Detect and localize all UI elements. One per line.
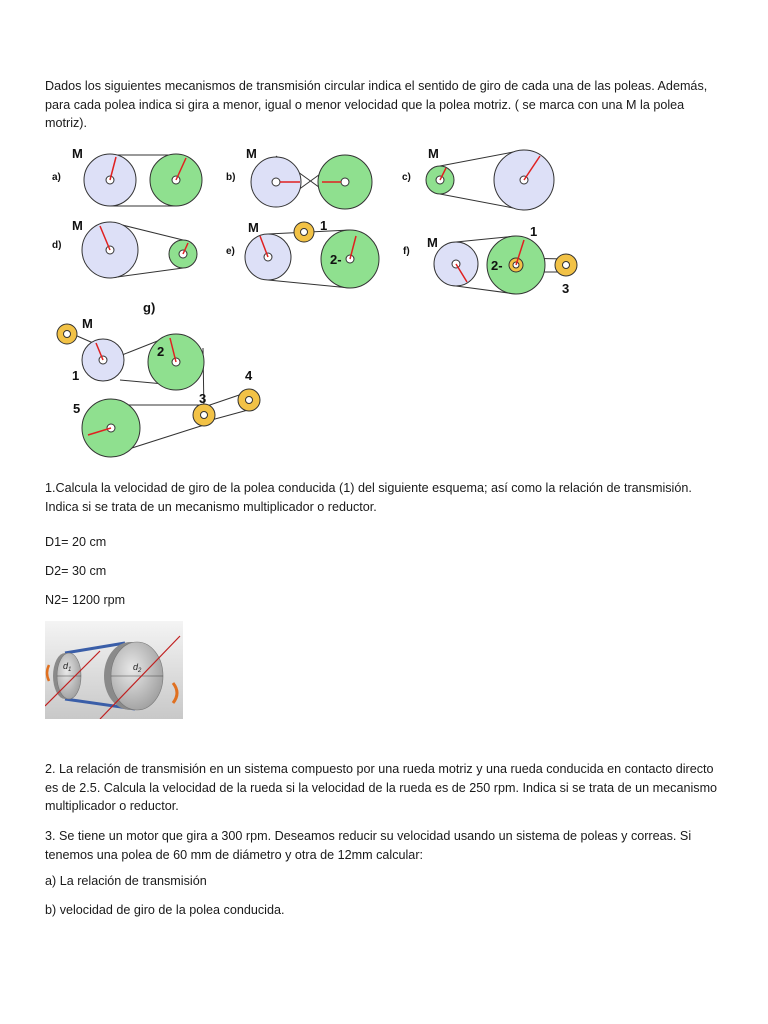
motor-label-c: M: [428, 146, 439, 161]
num-g-2: 2: [157, 344, 165, 359]
question-3-b: b) velocidad de giro de la polea conducida.: [45, 903, 285, 917]
photo-label-d2: $d_2$: [133, 662, 142, 674]
label-g: g): [143, 300, 156, 315]
label-f: f): [403, 246, 410, 257]
value-n2: N2= 1200 rpm: [45, 593, 126, 607]
question-1-text: 1.Calcula la velocidad de giro de la polea conducida (1) del siguiente esquema; así como la relación de transmisión. Indica si se trata de un mecanismo multiplicador o reductor.: [45, 481, 692, 514]
mechanism-e: [226, 218, 379, 288]
num-g-3: 3: [199, 391, 207, 406]
motor-label-b: M: [246, 146, 257, 161]
question-3-a: a) La relación de transmisión: [45, 874, 207, 888]
mechanism-d: [52, 218, 197, 278]
motor-label-d: M: [72, 218, 83, 233]
num-g-4: 4: [245, 368, 253, 383]
label-c: c): [402, 172, 411, 183]
motor-label-a: M: [72, 146, 83, 161]
mechanism-g: [57, 300, 260, 457]
pulley-figure: [0, 0, 768, 470]
pulley-photo: [45, 621, 183, 719]
label-b: b): [226, 172, 236, 183]
mechanism-c: [402, 146, 554, 210]
mechanism-a: [52, 146, 202, 206]
motor-label-e: M: [248, 220, 259, 235]
num-f-3: 3: [562, 281, 570, 296]
num-e-1: 1: [320, 218, 328, 233]
num-f-1: 1: [530, 224, 538, 239]
question-3-text: 3. Se tiene un motor que gira a 300 rpm. Deseamos reducir su velocidad usando un sistema de poleas y correas. Si tenemos una polea de 60 mm de diámetro y otra de 12mm calcular:: [45, 829, 692, 862]
mechanism-b: [226, 146, 372, 209]
value-d2: D2= 30 cm: [45, 564, 107, 578]
num-f-2: 2-: [491, 258, 503, 273]
intro-text: Dados los siguientes mecanismos de transmisión circular indica el sentido de giro de cada una de las poleas. Además, para cada polea indica si gira a menor, igual o menor velocidad que la polea motriz. ( se marca con una M la polea motriz).: [45, 79, 708, 130]
question-2-text: 2. La relación de transmisión en un sistema compuesto por una rueda motriz y una rueda conducida en contacto directo es de 2.5. Calcula la velocidad de la rueda si la velocidad de la rueda es de 250 rpm. Indica si se trata de un mecanismo multiplicador o reductor.: [45, 762, 718, 813]
num-g-1: 1: [72, 368, 80, 383]
label-d: d): [52, 240, 62, 251]
value-d1: D1= 20 cm: [45, 535, 107, 549]
photo-label-d1: $d_1$: [63, 661, 72, 673]
num-e-2: 2-: [330, 252, 342, 267]
label-a: a): [52, 172, 61, 183]
mechanism-f: [403, 224, 577, 296]
motor-label-f: M: [427, 235, 438, 250]
label-e: e): [226, 246, 235, 257]
motor-label-g: M: [82, 316, 93, 331]
num-g-5: 5: [73, 401, 81, 416]
